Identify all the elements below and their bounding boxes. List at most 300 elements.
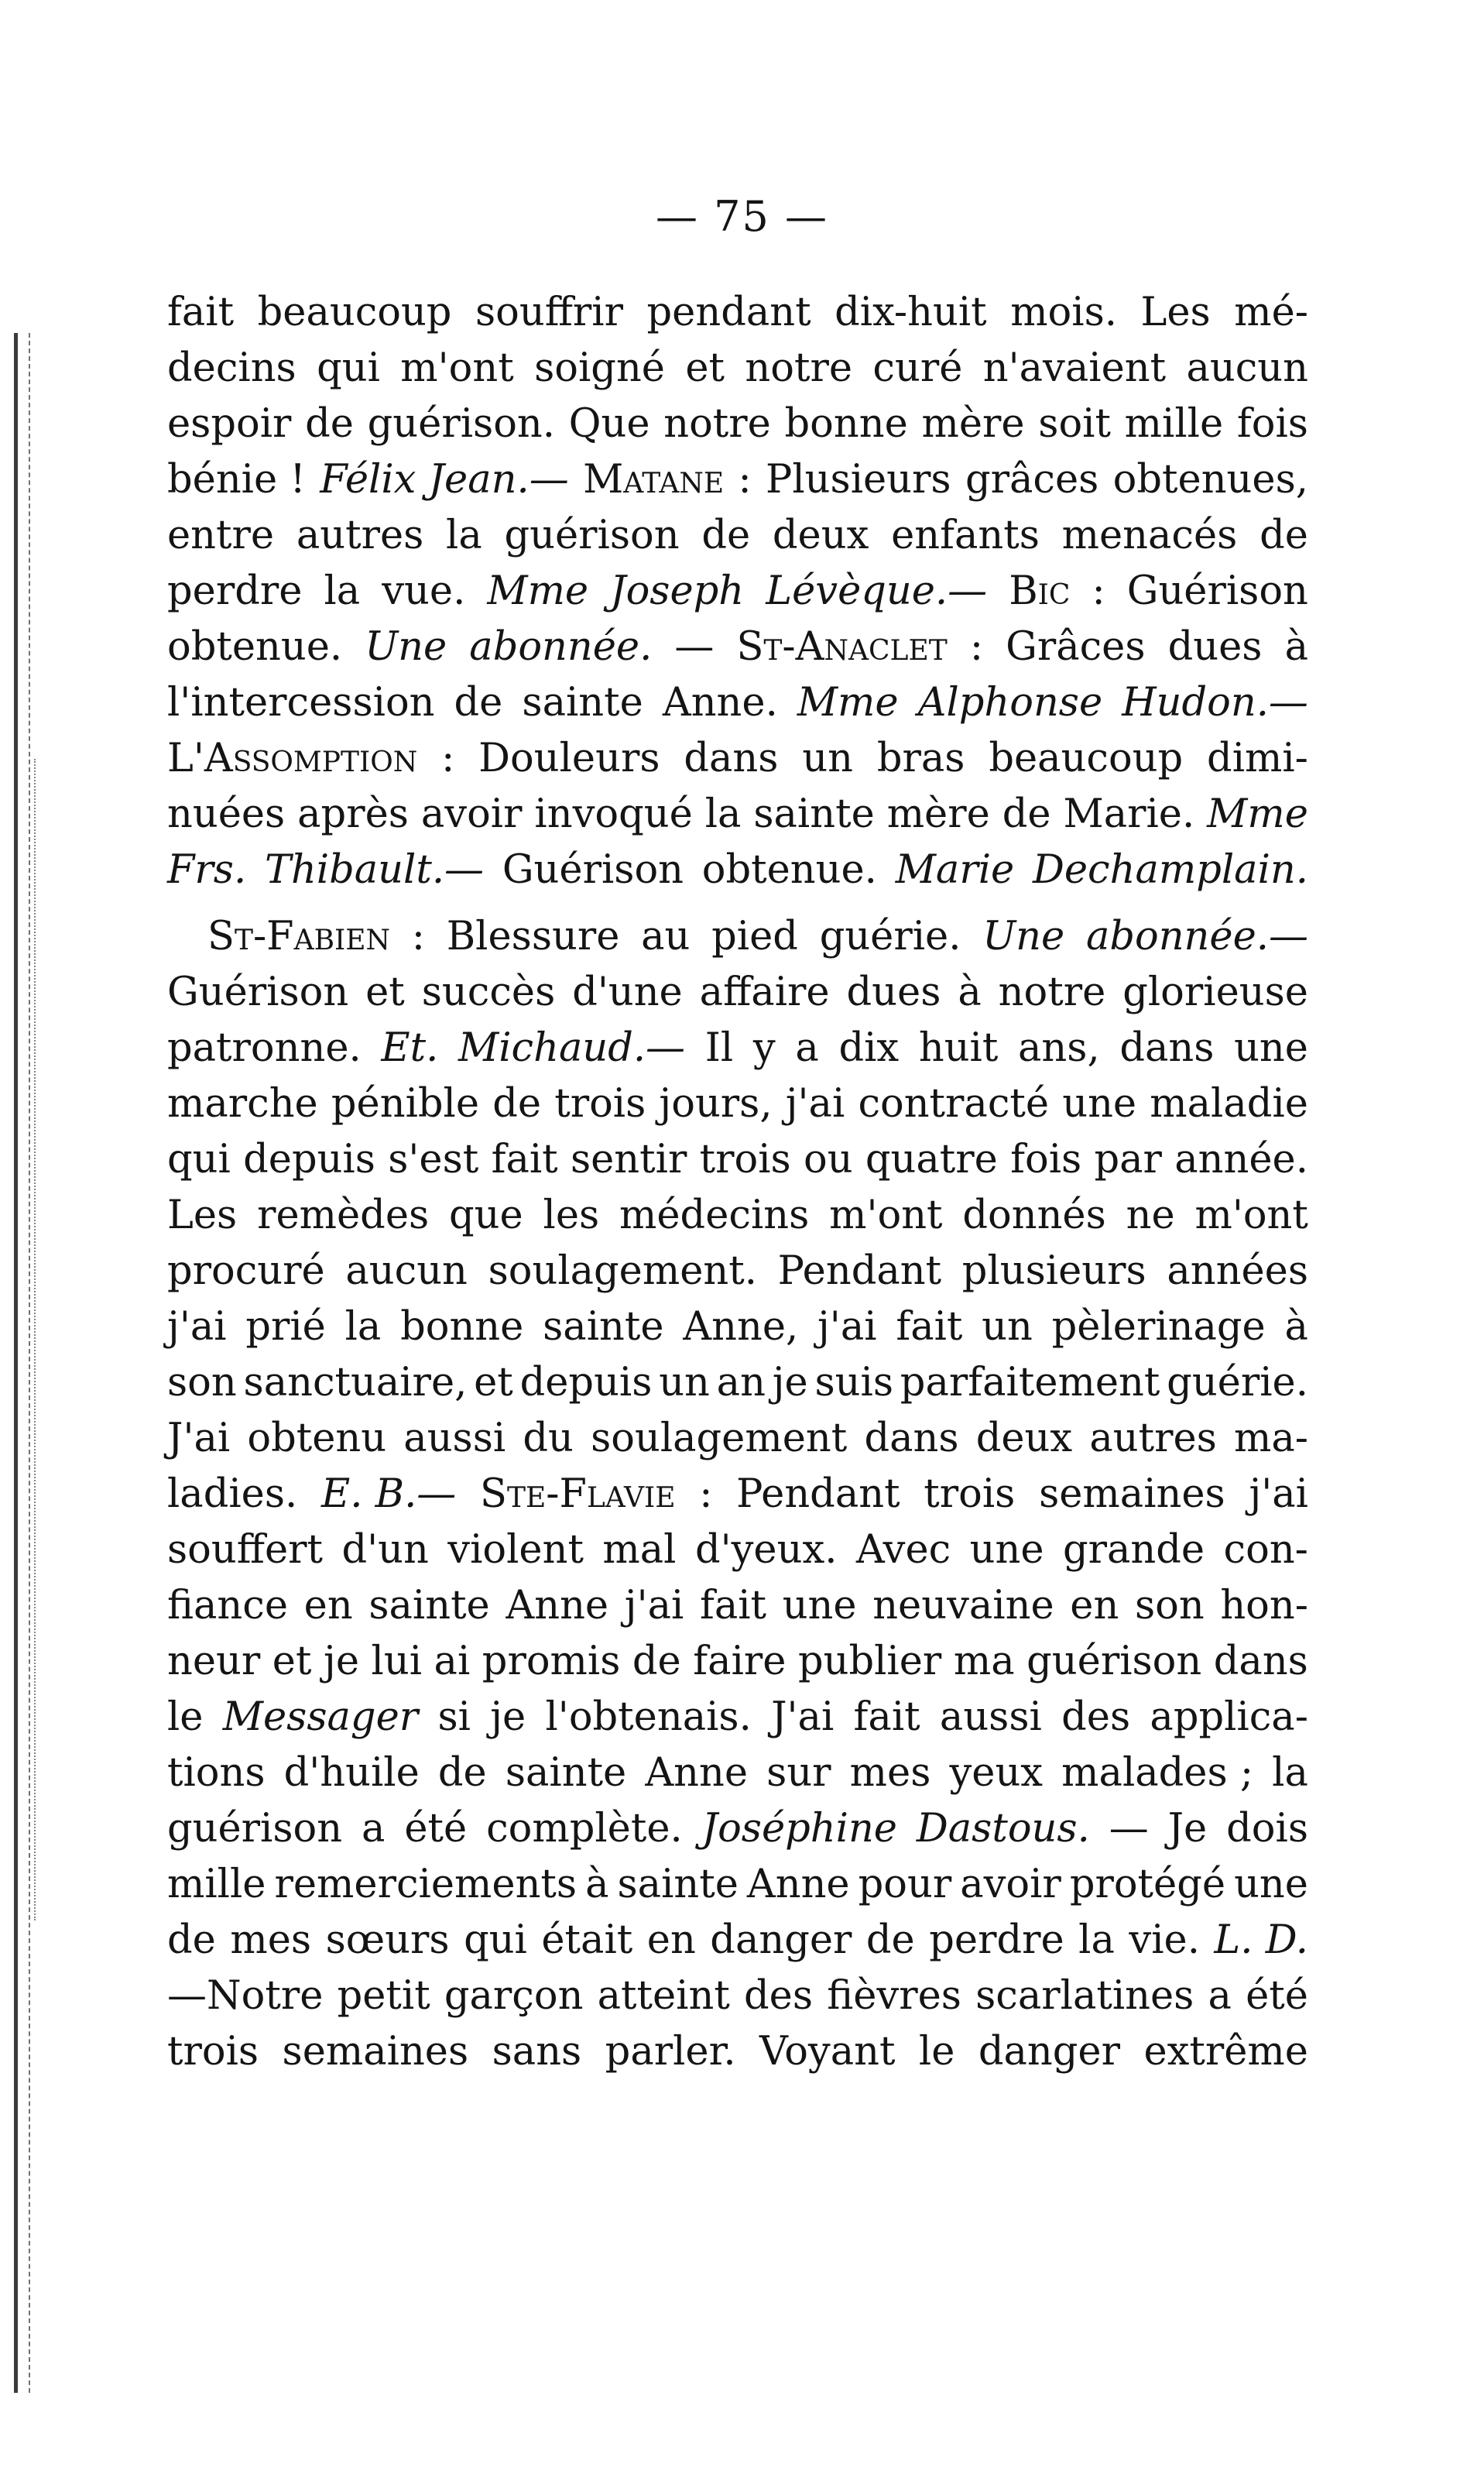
word: — [674, 624, 715, 670]
text-line [167, 1913, 1308, 1968]
word: ladies. [167, 1471, 298, 1517]
signature-name: Dastous. [916, 1806, 1090, 1852]
word: l'obtenais. [545, 1694, 752, 1740]
word: beaucoup [257, 290, 452, 335]
word: de [437, 1750, 487, 1796]
word: guérison [1026, 1639, 1202, 1684]
word: aussi [939, 1694, 1042, 1740]
word: entre [167, 513, 275, 558]
word: procuré [167, 1248, 325, 1294]
word: beaucoup [989, 736, 1184, 781]
word: soulagement. [488, 1248, 757, 1294]
text-line [167, 1857, 1308, 1913]
word: sainte [753, 791, 875, 837]
word: son [1134, 1583, 1205, 1629]
word: Douleurs [478, 736, 660, 781]
word: mille [1124, 401, 1224, 447]
word: prié [245, 1304, 326, 1350]
word: ai [434, 1639, 471, 1684]
word: mé- [1234, 290, 1308, 335]
word: des [1061, 1694, 1131, 1740]
word: au [641, 914, 691, 959]
word: d'un [341, 1527, 429, 1573]
word: de [1002, 791, 1051, 837]
word: neur [167, 1639, 261, 1684]
word: plusieurs [961, 1248, 1146, 1294]
word: Anne [506, 1583, 609, 1629]
place-name: St-Fabien [207, 914, 391, 959]
word: une [782, 1583, 857, 1629]
word: bonne [400, 1304, 524, 1350]
word: huit [918, 1025, 999, 1071]
word: souffert [167, 1527, 324, 1573]
binding-edge-dots [34, 759, 39, 1920]
word: obtenue. [167, 624, 343, 670]
word: bras [876, 736, 965, 781]
signature-name: Une [365, 624, 447, 670]
word: souffrir [475, 290, 623, 335]
text-line [167, 1801, 1308, 1857]
publication-title: Messager [222, 1694, 419, 1740]
word: Guérison [167, 970, 349, 1015]
word: dix [838, 1025, 900, 1071]
word: scarlatines [975, 1973, 1194, 2019]
word: à [585, 1862, 609, 1907]
word: de [632, 1639, 681, 1684]
word: je [490, 1694, 526, 1740]
signature-name: Joséphine [701, 1806, 897, 1852]
word: affaire [699, 970, 830, 1015]
word: de [167, 1917, 216, 1963]
word: et [272, 1639, 312, 1684]
word: mille [167, 1862, 266, 1907]
word: obtenue. [701, 847, 877, 893]
text-line [167, 1076, 1308, 1132]
word: qui [317, 345, 380, 391]
word: sainte [368, 1583, 490, 1629]
word: atteint [597, 1973, 730, 2019]
text-line [167, 396, 1308, 452]
word: de [865, 1917, 915, 1963]
word: sans [492, 2029, 582, 2075]
word: notre [663, 401, 771, 447]
text-line [167, 341, 1308, 396]
word: patronne. [167, 1025, 362, 1071]
word: Guérison [502, 847, 684, 893]
word: un [802, 736, 854, 781]
word: dans [864, 1416, 959, 1461]
word: decins [167, 345, 296, 391]
word: la [324, 568, 361, 614]
word: n'avaient [982, 345, 1167, 391]
word: mal [602, 1527, 677, 1573]
word: de [454, 680, 503, 726]
word: danger [978, 2029, 1120, 2075]
word: de [492, 1081, 542, 1127]
page-number: — 75 — [655, 192, 829, 241]
word: guérison. [367, 401, 555, 447]
word: ans, [1018, 1025, 1100, 1071]
text-line [167, 1132, 1308, 1188]
word: autres [1089, 1416, 1217, 1461]
word: soigné [534, 345, 665, 391]
word: sœurs [325, 1917, 450, 1963]
text-line [167, 1522, 1308, 1578]
word: fiance [167, 1583, 289, 1629]
place-name: Ste-Flavie [480, 1471, 676, 1517]
word: de [305, 401, 354, 447]
word: glorieuse [1122, 970, 1308, 1015]
word: Anne [746, 1862, 850, 1907]
word: perdre [929, 1917, 1064, 1963]
word: grande [1062, 1527, 1205, 1573]
text-line [167, 1578, 1308, 1634]
word: dimi- [1207, 736, 1308, 781]
word: ou [804, 1137, 853, 1182]
word: yeux [949, 1750, 1044, 1796]
word: dues [1167, 624, 1263, 670]
word: : [441, 736, 455, 781]
word: depuis [243, 1137, 375, 1182]
signature-name: L. D. [1214, 1917, 1308, 1963]
word: de [1260, 513, 1308, 558]
word: contracté [858, 1081, 1050, 1127]
word: le [167, 1694, 204, 1740]
text-line [167, 731, 1308, 787]
binding-edge-shadow [14, 333, 30, 2393]
text-line [167, 965, 1308, 1021]
word: semaines [1039, 1471, 1225, 1517]
signature-name: Dechamplain. [1032, 847, 1308, 893]
word: années [1167, 1248, 1308, 1294]
word: aucun [1186, 345, 1308, 391]
word: j'ai [817, 1304, 877, 1350]
word: et [685, 345, 725, 391]
word: : [738, 457, 752, 503]
word: ma- [1234, 1416, 1308, 1461]
word: l'intercession [167, 680, 435, 726]
word: mes [230, 1917, 312, 1963]
word: Anne, [683, 1304, 799, 1350]
word: une [1062, 1081, 1137, 1127]
word: depuis [519, 1360, 653, 1405]
word: hon- [1220, 1583, 1308, 1629]
word: soit [1038, 401, 1111, 447]
word: Les [1140, 290, 1211, 335]
word: notre [998, 970, 1106, 1015]
word: par [1094, 1137, 1162, 1182]
word: Grâces [1006, 624, 1146, 670]
word: quatre [865, 1137, 998, 1182]
text-line [167, 1021, 1308, 1076]
word: curé [872, 345, 963, 391]
word: sainte [522, 680, 643, 726]
word: : [699, 1471, 713, 1517]
word: —Notre [167, 1973, 324, 2019]
word: m'ont [400, 345, 514, 391]
word: complète. [486, 1806, 683, 1852]
body-text [167, 285, 1308, 2080]
word: si [437, 1694, 471, 1740]
word: après [297, 791, 409, 837]
signature-name: Michaud.— [458, 1025, 686, 1071]
word: dans [1119, 1025, 1215, 1071]
text-line [167, 909, 1308, 965]
word: sur [766, 1750, 831, 1796]
word: j'ai [785, 1081, 845, 1127]
word: : [411, 914, 425, 959]
word: lui [371, 1639, 423, 1684]
word: obtenues, [1112, 457, 1308, 503]
word: sentir [570, 1137, 687, 1182]
text-line [167, 620, 1308, 675]
word: la [704, 791, 742, 837]
word: dix-huit [835, 290, 987, 335]
word: soulagement [591, 1416, 848, 1461]
signature-name: Une [982, 914, 1065, 959]
word: notre [745, 345, 853, 391]
word: Anne [645, 1750, 749, 1796]
word: guérie. [819, 914, 961, 959]
word: le [918, 2029, 955, 2075]
text-line [167, 2024, 1308, 2080]
signature-name: E. B.— [320, 1471, 457, 1517]
word: neuvaine [872, 1583, 1054, 1629]
word: était [541, 1917, 633, 1963]
word: qui [464, 1917, 527, 1963]
word: petit [337, 1973, 430, 2019]
word: maladie [1150, 1081, 1308, 1127]
word: fait [853, 1694, 920, 1740]
word: son [167, 1360, 237, 1405]
word: deux [975, 1416, 1073, 1461]
word: enfants [891, 513, 1040, 558]
word: Il [704, 1025, 734, 1071]
word: bénie ! [167, 457, 306, 503]
word: J'ai [771, 1694, 835, 1740]
word: sainte [505, 1750, 627, 1796]
word: guérison [504, 513, 680, 558]
word: invoqué [534, 791, 693, 837]
text-line [167, 1467, 1308, 1522]
signature-name: Joseph [610, 568, 745, 614]
place-name: Matane [583, 457, 725, 503]
word: Plusieurs [766, 457, 951, 503]
word: la [344, 1304, 382, 1350]
word: a [362, 1806, 386, 1852]
word: malades ; [1061, 1750, 1254, 1796]
word: tions [167, 1750, 266, 1796]
word: et [474, 1360, 513, 1405]
word: guérie. [1167, 1360, 1308, 1405]
word: remèdes [257, 1193, 430, 1238]
word: Pendant [777, 1248, 942, 1294]
word: avoir [420, 791, 523, 837]
word: j'ai [167, 1304, 227, 1350]
place-name: Bic [1009, 568, 1071, 614]
signature-name: Mme [1207, 791, 1308, 837]
signature-name: Lévèque.— [766, 568, 988, 614]
word: faire [693, 1639, 787, 1684]
word: parfaitement [900, 1360, 1160, 1405]
word: dois [1226, 1806, 1308, 1852]
word: pied [711, 914, 798, 959]
word: des [744, 1973, 814, 2019]
signature-name: Alphonse [917, 680, 1103, 726]
word: donnés [962, 1193, 1106, 1238]
signature-name: Mme [797, 680, 899, 726]
signature-name: Et. [381, 1025, 439, 1071]
word: remerciements [274, 1862, 577, 1907]
word: fait [491, 1137, 558, 1182]
text-line [167, 1244, 1308, 1299]
signature-name: abonnée.— [1085, 914, 1308, 959]
word: une [1234, 1025, 1308, 1071]
word: grâces [965, 457, 1099, 503]
word: suis [814, 1360, 894, 1405]
word: à [958, 970, 982, 1015]
word: Je [1167, 1806, 1208, 1852]
word: vue. [382, 568, 466, 614]
word: bonne [784, 401, 908, 447]
word: j'ai [624, 1583, 684, 1629]
word: mois. [1010, 290, 1117, 335]
word: fait [167, 290, 235, 335]
word: fois [1236, 401, 1308, 447]
word: y [752, 1025, 776, 1071]
word: danger [710, 1917, 852, 1963]
word: pèlerinage [1051, 1304, 1266, 1350]
word: la [446, 513, 482, 558]
word: garçon [444, 1973, 584, 2019]
word: protégé [1069, 1862, 1226, 1907]
word: dues [846, 970, 941, 1015]
word: les [543, 1193, 600, 1238]
word: un [982, 1304, 1033, 1350]
word: vie. [1129, 1917, 1200, 1963]
word: mère [886, 791, 990, 837]
word: fait [896, 1304, 963, 1350]
word: Guérison [1126, 568, 1308, 614]
word: médecins [619, 1193, 810, 1238]
word: nuées [167, 791, 286, 837]
word: trois [924, 1471, 1016, 1517]
word: ma [953, 1639, 1015, 1684]
word: espoir [167, 401, 292, 447]
word: con- [1223, 1527, 1308, 1573]
word: fait [699, 1583, 767, 1629]
text-line [167, 1188, 1308, 1244]
word: obtenu [247, 1416, 387, 1461]
word: parler. [605, 2029, 736, 2075]
word: publier [797, 1639, 942, 1684]
word: à [1284, 624, 1308, 670]
word: pour [858, 1862, 952, 1907]
word: et [365, 970, 405, 1015]
word: a [795, 1025, 819, 1071]
signature-name: Frs. [167, 847, 247, 893]
word: m'ont [1194, 1193, 1308, 1238]
word: qui [167, 1137, 231, 1182]
word: une [1234, 1862, 1308, 1907]
word: trois [554, 1081, 646, 1127]
word: semaines [282, 2029, 469, 2075]
word: mère [921, 401, 1025, 447]
word: menacés [1061, 513, 1238, 558]
word: m'ont [829, 1193, 943, 1238]
word: d'yeux. [694, 1527, 838, 1573]
word: : [1092, 568, 1105, 614]
word: en [303, 1583, 353, 1629]
word: je [772, 1360, 808, 1405]
word: — [1109, 1806, 1149, 1852]
place-name: L'Assomption [167, 736, 418, 781]
word: ne [1126, 1193, 1175, 1238]
word: fois [1010, 1137, 1082, 1182]
word: été [404, 1806, 468, 1852]
word: fièvres [827, 1973, 961, 2019]
word: s'est [388, 1137, 479, 1182]
word: Anne. [662, 680, 778, 726]
signature-name: Félix Jean.— [320, 457, 569, 503]
word: Blessure [446, 914, 620, 959]
word: aussi [403, 1416, 506, 1461]
word: que [449, 1193, 523, 1238]
word: je [324, 1639, 360, 1684]
text-line [167, 1968, 1308, 2024]
word: trois [699, 1137, 791, 1182]
word: extrême [1143, 2029, 1308, 2075]
signature-name: Mme [487, 568, 589, 614]
word: Avec [855, 1527, 951, 1573]
word: la [1078, 1917, 1115, 1963]
word: : [969, 624, 984, 670]
word: en [646, 1917, 696, 1963]
word: du [523, 1416, 574, 1461]
word: une [969, 1527, 1044, 1573]
word: deux [772, 513, 869, 558]
word: aucun [345, 1248, 468, 1294]
word: de [701, 513, 751, 558]
word: an [716, 1360, 766, 1405]
word: a [1208, 1973, 1232, 2019]
word: guérison [167, 1806, 343, 1852]
word: jours, [659, 1081, 773, 1127]
text-line [167, 787, 1308, 843]
signature-name: Hudon.— [1122, 680, 1308, 726]
word: d'huile [283, 1750, 420, 1796]
signature-name: abonnée. [469, 624, 653, 670]
word: Que [568, 401, 650, 447]
word: avoir [960, 1862, 1061, 1907]
text-line [167, 452, 1308, 508]
text-line [167, 564, 1308, 620]
word: pénible [331, 1081, 480, 1127]
word: été [1246, 1973, 1308, 2019]
word: la [1272, 1750, 1308, 1796]
text-line [167, 675, 1308, 731]
text-line [167, 1299, 1308, 1355]
text-line [167, 1690, 1308, 1745]
text-line [167, 1411, 1308, 1467]
word: dans [1213, 1639, 1308, 1684]
word: Marie. [1063, 791, 1195, 837]
word: perdre [167, 568, 303, 614]
word: Pendant [736, 1471, 900, 1517]
text-line [167, 285, 1308, 341]
word: sainte [617, 1862, 739, 1907]
word: Les [167, 1193, 238, 1238]
